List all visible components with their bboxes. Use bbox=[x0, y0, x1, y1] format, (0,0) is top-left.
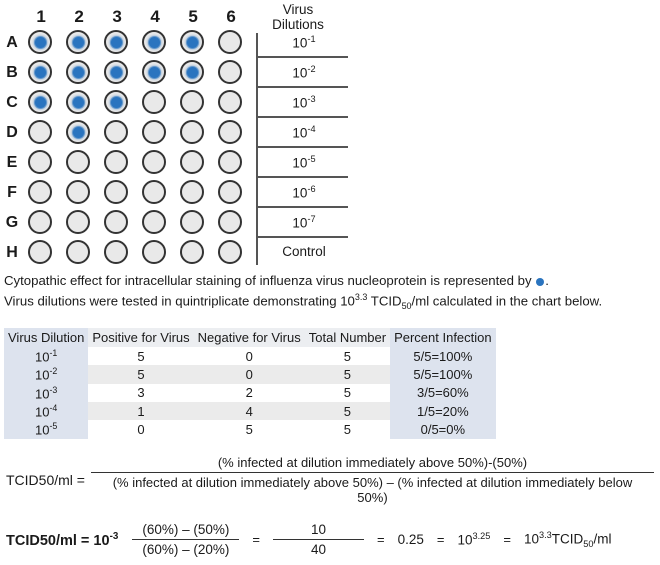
dilution-exponent: -4 bbox=[307, 124, 316, 134]
plate-well-D4 bbox=[142, 120, 166, 144]
final-exponent: 3.3 bbox=[538, 529, 552, 540]
plate-well-B3 bbox=[104, 60, 128, 84]
table-dilution-exponent: -3 bbox=[49, 384, 58, 395]
plate-well-F2 bbox=[66, 180, 90, 204]
table-cell-negative: 0 bbox=[194, 365, 305, 383]
table-cell-percent: 1/5=20% bbox=[390, 402, 496, 420]
plate-well-A3 bbox=[104, 30, 128, 54]
table-cell-percent: 3/5=60% bbox=[390, 384, 496, 402]
worked-lhs-exponent: -3 bbox=[109, 530, 119, 542]
dilution-base: 10 bbox=[292, 185, 308, 201]
dilution-separator-7 bbox=[256, 236, 348, 238]
virus-dilutions-column bbox=[246, 0, 356, 268]
plate-well-B2 bbox=[66, 60, 90, 84]
table-dilution-base: 10 bbox=[35, 385, 50, 401]
worked-equals-4: = bbox=[503, 532, 511, 547]
table-cell-total: 5 bbox=[305, 347, 390, 365]
plate-well-H6 bbox=[218, 240, 242, 264]
dilution-exponent: -3 bbox=[307, 94, 316, 104]
plate-well-F3 bbox=[104, 180, 128, 204]
worked-equals-2: = bbox=[377, 532, 385, 547]
worked-fraction-numeric bbox=[273, 522, 364, 557]
plate-row-label-C: C bbox=[6, 94, 18, 111]
dilution-label-1 bbox=[258, 34, 350, 51]
plate-well-C3 bbox=[104, 90, 128, 114]
plate-well-F4 bbox=[142, 180, 166, 204]
table-dilution-base: 10 bbox=[35, 422, 50, 438]
plate-well-H2 bbox=[66, 240, 90, 264]
worked-frac2-numerator: 10 bbox=[310, 522, 326, 537]
plate-column-label-5: 5 bbox=[188, 7, 198, 26]
caption-line1-text: Cytopathic effect for intracellular staining of influenza virus nucleoprotein is represented by bbox=[4, 273, 532, 288]
worked-equals-3: = bbox=[436, 532, 445, 547]
plate-well-G1 bbox=[28, 210, 52, 234]
table-cell-dilution bbox=[4, 402, 88, 420]
caption-line2-part2: TCID bbox=[367, 293, 402, 309]
table-header-cell-0: Virus Dilution bbox=[4, 328, 88, 347]
plate-well-A2 bbox=[66, 30, 90, 54]
plate-well-H3 bbox=[104, 240, 128, 264]
worked-equals-1: = bbox=[252, 532, 260, 547]
plate-row-label-A: A bbox=[6, 34, 18, 51]
table-dilution-base: 10 bbox=[35, 404, 50, 420]
final-unit-text: TCID bbox=[551, 531, 584, 547]
dilution-exponent: -5 bbox=[307, 154, 316, 164]
positive-well-legend-dot bbox=[536, 278, 544, 286]
plate-row-label-E: E bbox=[6, 154, 18, 171]
dilution-separator-2 bbox=[256, 86, 348, 88]
plate-column-label-6: 6 bbox=[226, 7, 236, 26]
table-cell-negative: 5 bbox=[194, 420, 305, 438]
plate-row-label-G: G bbox=[5, 214, 19, 231]
table-header-cell-3: Total Number bbox=[305, 328, 390, 347]
dilution-label-6 bbox=[258, 184, 350, 201]
formula-denominator: (% infected at dilution immediately above 50%) – (% infected at dilution immediately below 50%) bbox=[91, 472, 654, 505]
plate-well-F1 bbox=[28, 180, 52, 204]
dilution-base: 10 bbox=[292, 155, 308, 171]
dilution-base: 10 bbox=[292, 95, 308, 111]
table-dilution-exponent: -4 bbox=[49, 402, 58, 413]
dilution-base: 10 bbox=[292, 35, 308, 51]
table-header-cell-2: Negative for Virus bbox=[194, 328, 305, 347]
plate-well-E5 bbox=[180, 150, 204, 174]
table-cell-total: 5 bbox=[305, 402, 390, 420]
table-header-cell-4: Percent Infection bbox=[390, 328, 496, 347]
table-dilution-exponent: -5 bbox=[49, 421, 58, 432]
worked-final-result bbox=[524, 530, 612, 549]
table-dilution-exponent: -1 bbox=[49, 348, 58, 358]
table-cell-total: 5 bbox=[305, 365, 390, 383]
worked-fraction-percent bbox=[132, 522, 239, 557]
worked-frac1-denominator: (60%) – (20%) bbox=[132, 539, 239, 557]
plate-well-E3 bbox=[104, 150, 128, 174]
plate-well-E1 bbox=[28, 150, 52, 174]
dilution-base: 10 bbox=[292, 125, 308, 141]
plate-well-E6 bbox=[218, 150, 242, 174]
plate-well-B4 bbox=[142, 60, 166, 84]
table-body bbox=[4, 347, 496, 439]
plate-well-C5 bbox=[180, 90, 204, 114]
plate-well-A5 bbox=[180, 30, 204, 54]
table-cell-percent: 5/5=100% bbox=[390, 365, 496, 383]
table-cell-total: 5 bbox=[305, 384, 390, 402]
dilution-exponent: -1 bbox=[307, 34, 316, 44]
plate-well-E2 bbox=[66, 150, 90, 174]
plate-well-H4 bbox=[142, 240, 166, 264]
dilution-separator-6 bbox=[256, 206, 348, 208]
plate-well-H1 bbox=[28, 240, 52, 264]
plate-well-C6 bbox=[218, 90, 242, 114]
plate-well-G2 bbox=[66, 210, 90, 234]
dilution-separator-3 bbox=[256, 116, 348, 118]
plate-well-D1 bbox=[28, 120, 52, 144]
worked-decimal-value: 0.25 bbox=[397, 532, 424, 547]
dilution-separator-5 bbox=[256, 176, 348, 178]
table-cell-positive: 3 bbox=[88, 384, 193, 402]
worked-power-exponent: 3.25 bbox=[472, 531, 491, 542]
table-row bbox=[4, 365, 496, 383]
table-cell-dilution bbox=[4, 365, 88, 383]
plate-well-H5 bbox=[180, 240, 204, 264]
dilution-label-8: Control bbox=[282, 244, 326, 259]
caption-line1-period: . bbox=[545, 273, 549, 288]
dilution-separator-1 bbox=[256, 56, 348, 58]
plate-well-A4 bbox=[142, 30, 166, 54]
table-cell-positive: 1 bbox=[88, 402, 193, 420]
caption-line2-part3: /ml calculated in the chart below. bbox=[411, 293, 603, 309]
plate-well-D3 bbox=[104, 120, 128, 144]
plate-well-A1 bbox=[28, 30, 52, 54]
plate-column-label-3: 3 bbox=[112, 7, 122, 26]
plate-well-G4 bbox=[142, 210, 166, 234]
dilution-exponent: -6 bbox=[307, 184, 316, 194]
final-unit-suffix: /ml bbox=[593, 531, 612, 547]
plate-row-label-H: H bbox=[6, 244, 18, 261]
caption-line-2 bbox=[4, 289, 654, 315]
table-cell-negative: 0 bbox=[194, 347, 305, 365]
plate-well-D5 bbox=[180, 120, 204, 144]
caption-line2-subscript: 50 bbox=[401, 301, 412, 312]
plate-well-C2 bbox=[66, 90, 90, 114]
dilution-label-5 bbox=[258, 154, 350, 171]
plate-well-F5 bbox=[180, 180, 204, 204]
table-header-cell-1: Positive for Virus bbox=[88, 328, 193, 347]
table-dilution-exponent: -2 bbox=[49, 366, 58, 377]
formula-fraction bbox=[91, 455, 654, 505]
plate-well-D2 bbox=[66, 120, 90, 144]
caption-line-1 bbox=[4, 272, 654, 289]
plate-well-D6 bbox=[218, 120, 242, 144]
table-row bbox=[4, 420, 496, 438]
plate-well-C4 bbox=[142, 90, 166, 114]
table-cell-negative: 4 bbox=[194, 402, 305, 420]
plate-row-label-F: F bbox=[7, 184, 17, 201]
results-table bbox=[4, 328, 496, 439]
dilution-base: 10 bbox=[292, 215, 308, 231]
worked-power-result bbox=[457, 531, 490, 548]
plate-well-G5 bbox=[180, 210, 204, 234]
dilution-label-4 bbox=[258, 124, 350, 141]
table-cell-dilution bbox=[4, 420, 88, 438]
table-cell-dilution bbox=[4, 347, 88, 365]
plate-well-B6 bbox=[218, 60, 242, 84]
dilution-separator-4 bbox=[256, 146, 348, 148]
plate-column-label-2: 2 bbox=[74, 7, 84, 26]
table-cell-positive: 0 bbox=[88, 420, 193, 438]
final-unit-subscript: 50 bbox=[583, 539, 594, 550]
plate-well-F6 bbox=[218, 180, 242, 204]
dilution-exponent: -2 bbox=[307, 64, 316, 74]
plate-well-C1 bbox=[28, 90, 52, 114]
dilution-base: 10 bbox=[292, 65, 308, 81]
dilution-exponent: -7 bbox=[307, 214, 316, 224]
table-dilution-base: 10 bbox=[35, 367, 50, 383]
caption-line2-exponent: 3.3 bbox=[354, 292, 368, 302]
table-cell-positive: 5 bbox=[88, 365, 193, 383]
table-row bbox=[4, 402, 496, 420]
dilution-label-3 bbox=[258, 94, 350, 111]
tcid50-general-formula bbox=[6, 455, 654, 505]
table-cell-dilution bbox=[4, 384, 88, 402]
dilution-label-2 bbox=[258, 64, 350, 81]
formula-lhs-label: TCID50/ml = bbox=[6, 472, 85, 488]
plate-well-B5 bbox=[180, 60, 204, 84]
plate-well-G3 bbox=[104, 210, 128, 234]
worked-lhs-label bbox=[6, 531, 118, 549]
worked-lhs-text: TCID50/ml = 10 bbox=[6, 532, 110, 549]
dilution-label-7 bbox=[258, 214, 350, 231]
table-cell-negative: 2 bbox=[194, 384, 305, 402]
plate-well-G6 bbox=[218, 210, 242, 234]
table-header-row bbox=[4, 328, 496, 347]
table-row bbox=[4, 347, 496, 365]
plate-well-B1 bbox=[28, 60, 52, 84]
plate-column-label-4: 4 bbox=[150, 7, 160, 26]
table-cell-percent: 5/5=100% bbox=[390, 347, 496, 365]
virus-dilutions-title-line2: Dilutions bbox=[272, 17, 324, 32]
tcid50-worked-calculation bbox=[6, 522, 654, 557]
table-cell-positive: 5 bbox=[88, 347, 193, 365]
plate-well-E4 bbox=[142, 150, 166, 174]
plate-column-label-1: 1 bbox=[36, 7, 46, 26]
table-cell-percent: 0/5=0% bbox=[390, 420, 496, 438]
table-row bbox=[4, 384, 496, 402]
plate-row-label-D: D bbox=[6, 124, 18, 141]
virus-dilutions-title-line1: Virus bbox=[282, 2, 314, 17]
virus-dilutions-title bbox=[246, 2, 350, 32]
plate-well-A6 bbox=[218, 30, 242, 54]
plate-row-label-B: B bbox=[6, 64, 18, 81]
caption-line2-part1: Virus dilutions were tested in quintriplicate demonstrating 10 bbox=[4, 293, 355, 309]
table-cell-total: 5 bbox=[305, 420, 390, 438]
worked-power-base: 10 bbox=[457, 532, 473, 548]
table-dilution-base: 10 bbox=[35, 349, 50, 365]
figure-caption bbox=[4, 272, 654, 315]
worked-frac2-denominator: 40 bbox=[273, 539, 364, 557]
worked-frac1-numerator: (60%) – (50%) bbox=[142, 522, 230, 537]
formula-numerator: (% infected at dilution immediately above 50%)-(50%) bbox=[217, 455, 528, 470]
final-base: 10 bbox=[523, 531, 539, 547]
